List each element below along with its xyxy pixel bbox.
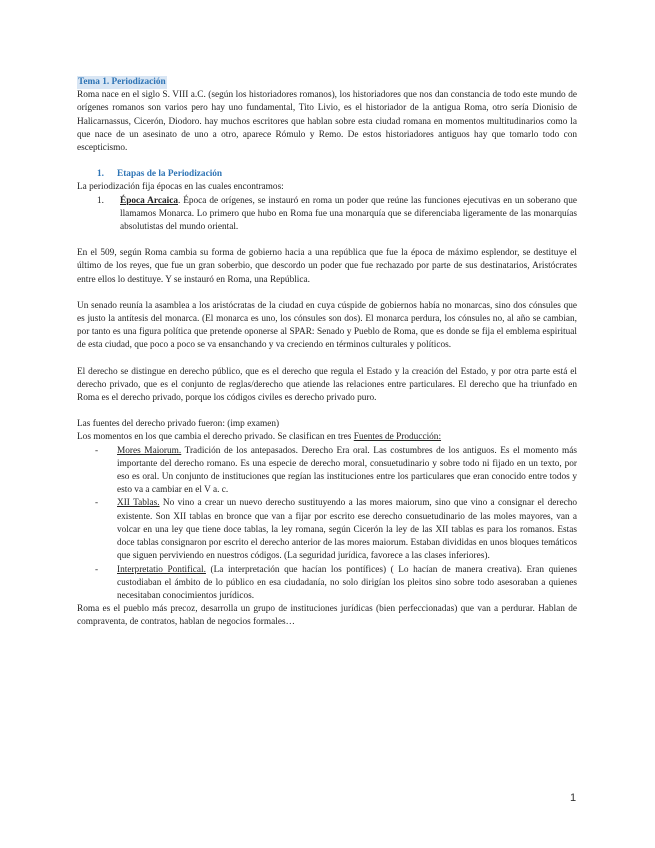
source-text: No vino a crear un nuevo derecho sustituyendo a las mores maiorum, sino que vino a consignar el derecho existente. Son XII tablas en bronce que van a fijar por escrito ese derecho consuetudinario de las moles mayores, van a volcar en una ley que tiene doce tablas, la ley romana, según Cicerón la ley de las XII tablas es para los romanos. Estas doce tablas consignaron por escrito el derecho anterior de las mores maiorum. Estaban divididas en unos bloques temáticos que siguen perviviendo en nuestros códigos. (La seguridad jurídica, favorece a las clases inferiores). [117, 498, 577, 562]
senate-paragraph: Un senado reunía la asamblea a los aristócratas de la ciudad en cuya cúspide de gobiernos había no monarcas, sino dos cónsules que es justo la antítesis del monarca. (El monarca es uno, los cónsules son dos). El monarca perdura, los cónsules no, al año se cambian, por tanto es una figura política que pretende oponerse al SPAR: Senado y Pueblo de Roma, que es donde se fija el emblema espiritual de esta ciudad, que poco a poco se va ensanchando y va creciendo en términos culturales y políticos. [77, 300, 577, 351]
period-list [77, 195, 577, 235]
section-heading [77, 168, 577, 181]
document-heading: Tema 1. Periodización [77, 76, 167, 89]
page-number: 1 [570, 792, 577, 804]
closing-paragraph: Roma es el pueblo más precoz, desarrolla un grupo de instituciones jurídicas (bien perfeccionadas) que van a perdurar. Hablan de compraventa, de contratos, hablan de negocios formales… [77, 604, 577, 628]
source-title: Interpretatio Pontifical. [117, 564, 206, 575]
list-number: 1. [97, 195, 104, 206]
list-dash: - [95, 564, 99, 575]
moments-paragraph [77, 431, 577, 444]
source-text: Tradición de los antepasados. Derecho Era oral. Las costumbres de los antiguos. Es el momento más importante del derecho romano. Es una especie de derecho moral, consuetudinario y sobre todo ni fijado en un texto, por eso es oral. Un conjunto de instituciones que regían las instituciones entre los particulares que eran conocido entre todos y esto va a cambiar en el V a. c. [117, 445, 577, 496]
periods-intro: La periodización fija épocas en las cuales encontramos: [77, 182, 284, 193]
sources-list [77, 445, 577, 603]
list-item [77, 564, 577, 604]
list-dash: - [95, 498, 99, 509]
section-title: Etapas de la Periodización [117, 169, 223, 180]
list-item [77, 195, 577, 235]
list-item [77, 445, 577, 498]
section-number: 1. [97, 169, 104, 180]
source-title: XII Tablas. [117, 498, 160, 509]
period-text: . Época de orígenes, se instauró en roma un poder que reúne las funciones ejecutivas en un soberano que llamamos Monarca. Lo primero que hubo en Roma fue una monarquía que se diferenciaba ligeramente de las monarquías absolutistas del mundo oriental. [120, 195, 577, 233]
moments-prefix: Los momentos en los que cambia el derecho privado. Se clasifican en tres [77, 432, 354, 443]
intro-paragraph: Roma nace en el siglo S. VIII a.C. (según los historiadores romanos), los historiadores que nos dan constancia de todo este mundo de orígenes romanos son varios pero hay uno fundamental, Tito Livio, es el historiador de la antigua Roma, otro sería Dionisio de Halicarnassus, Cicerón, Diodoro. hay muchos escritores que hablan sobre esta ciudad romana en momentos multitudinarios como la que nace de un asesinato de uno a otro, aparece Rómulo y Remo. De estos historiadores antiguos hay que tomarlo todo con escepticismo. [77, 90, 577, 154]
document-body [77, 76, 577, 630]
list-dash: - [95, 445, 99, 456]
heading-line [77, 76, 577, 89]
source-title: Mores Maiorum. [117, 445, 182, 456]
period-title: Época Arcaica [120, 195, 178, 206]
list-item [77, 497, 577, 563]
moments-link: Fuentes de Producción: [353, 432, 442, 443]
law-paragraph: El derecho se distingue en derecho público, que es el derecho que regula el Estado y la creación del Estado, y por otra parte está el derecho privado, que es el conjunto de reglas/derecho que atiende las relaciones entre particulares. El derecho que ha triunfado en Roma es el derecho privado, porque los códigos civiles es derecho privado puro. [77, 366, 577, 404]
sources-line: Las fuentes del derecho privado fueron: (imp examen) [77, 419, 280, 430]
source-text: (La interpretación que hacían los pontífices) ( Lo hacían de manera creativa). Eran quienes custodiaban el ámbito de lo público en esa ciudadanía, no solo dirigían los pleitos sino sobre todo asesoraban a quienes necesitaban conocimientos jurídicos. [117, 564, 577, 601]
republic-paragraph: En el 509, según Roma cambia su forma de gobierno hacia a una república que fue la época de máximo esplendor, se destituye el último de los reyes, que fue un gran soberbio, que descordo un poder que fue rechazado por parte de sus destinatarios, Aristócrates entre ellos lo destituye. Y se instauró en Roma, una República. [77, 248, 577, 285]
